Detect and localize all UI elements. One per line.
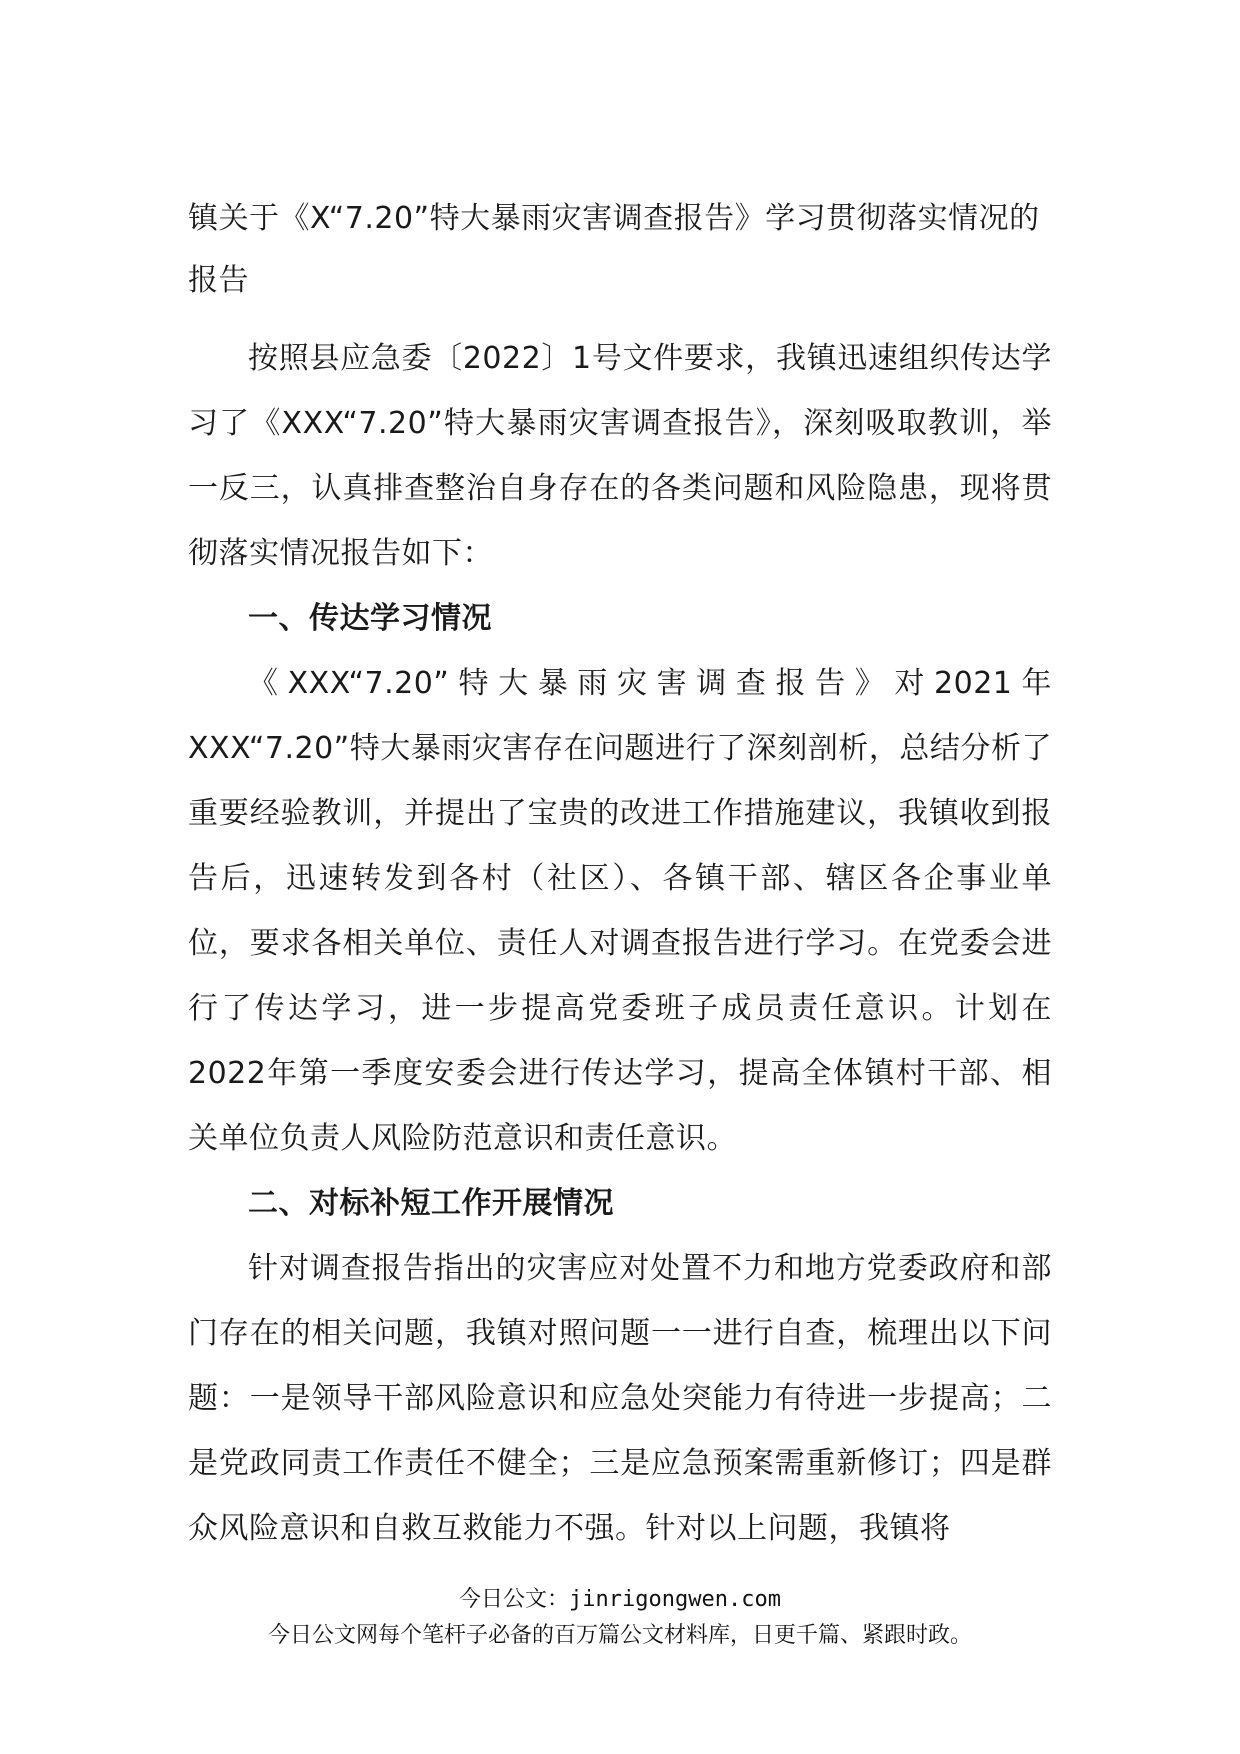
document-body [188, 188, 1052, 1561]
footer-site-line [0, 1582, 1240, 1613]
document-title: 镇关于《X“7.20”特大暴雨灾害调查报告》学习贯彻落实情况的报告 [188, 201, 1040, 298]
intro-paragraph: 按照县应急委〔2022〕1号文件要求，我镇迅速组织传达学习了《XXX“7.20”特大暴雨灾害调查报告》，深刻吸取教训，举一反三，认真排查整治自身存在的各类问题和风险隐患，现将贯彻落实情况报告如下： [188, 341, 1052, 571]
section-2-heading: 二、对标补短工作开展情况 [248, 1186, 614, 1221]
footer-tagline: 今日公文网每个笔杆子必备的百万篇公文材料库，日更千篇、紧跟时政。 [267, 1623, 972, 1648]
section-1-paragraph: 《XXX“7.20”特大暴雨灾害调查报告》对2021年XXX“7.20”特大暴雨灾害存在问题进行了深刻剖析，总结分析了重要经验教训，并提出了宝贵的改进工作措施建议，我镇收到报告后，迅速转发到各村（社区）、各镇干部、辖区各企事业单位，要求各相关单位、责任人对调查报告进行学习。在党委会进行了传达学习，进一步提高党委班子成员责任意识。计划在2022年第一季度安委会进行传达学习，提高全体镇村干部、相关单位负责人风险防范意识和责任意识。 [188, 666, 1052, 1156]
footer-site-url[interactable]: jinrigongwen.com [569, 1587, 781, 1612]
footer-site-label: 今日公文： [459, 1587, 570, 1612]
section-1-heading: 一、传达学习情况 [248, 601, 492, 636]
section-2-paragraph: 针对调查报告指出的灾害应对处置不力和地方党委政府和部门存在的相关问题，我镇对照问题一一进行自查，梳理出以下问题：一是领导干部风险意识和应急处突能力有待进一步提高；二是党政同责工作责任不健全；三是应急预案需重新修订；四是群众风险意识和自救互救能力不强。针对以上问题，我镇将 [188, 1251, 1052, 1546]
